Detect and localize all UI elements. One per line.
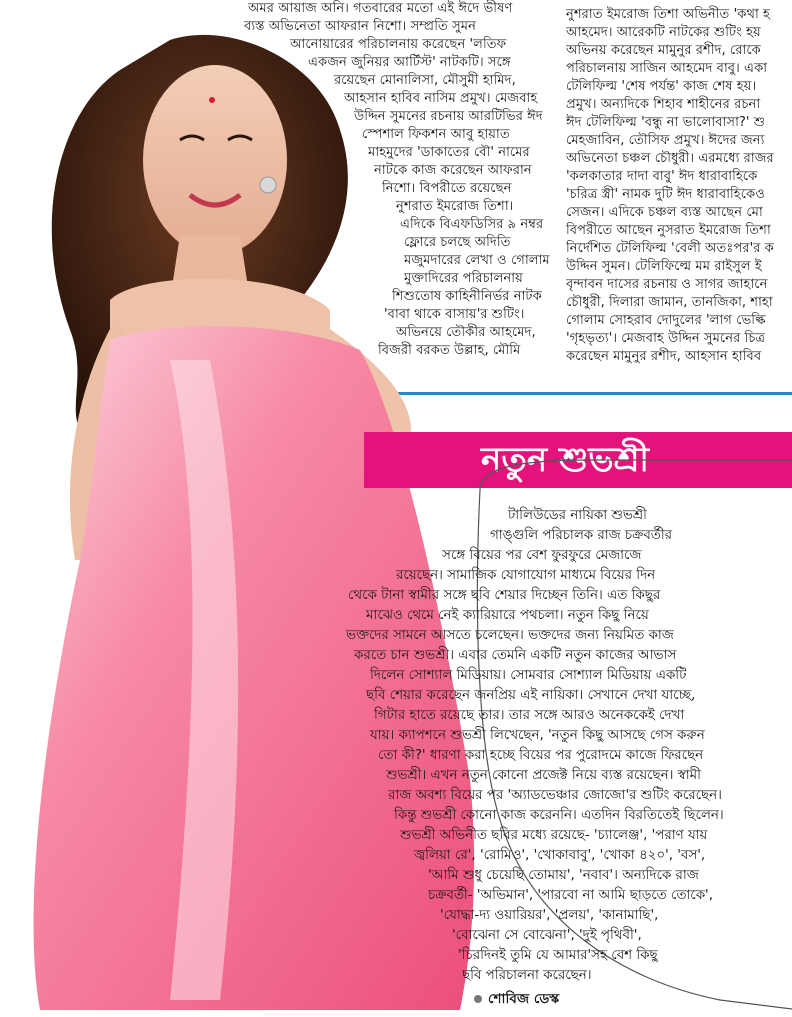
text-line: নুশরাত ইমরোজ তিশা।: [396, 199, 514, 214]
story-line: শুভশ্রী অভিনীত ছবির মধ্যে রয়েছে- 'চ্যালেঞ্জ', 'পরাণ যায়: [400, 828, 708, 843]
text-line: মেহজাবিন, তৌসিফ প্রমুখ। ঈদের জন্য: [566, 133, 765, 148]
text-line: বিজরী বরকত উল্লাহ, মৌমি: [378, 343, 521, 358]
text-line: সেজন। এদিকে চঞ্চল ব্যস্ত আছেন মো: [566, 205, 763, 220]
text-line: টেলিফিল্ম 'শেষ পর্যন্ত' কাজ শেষ হয়।: [566, 79, 757, 94]
story-line: মাঝেও থেমে নেই ক্যারিয়ারে পথচলা। নতুন কিছু নিয়ে: [366, 608, 649, 623]
text-line: রয়েছেন মোনালিসা, মৌসুমী হামিদ,: [334, 73, 516, 88]
text-line: 'গৃহভৃত্য'। মেজবাহ উদ্দিন সুমনের চিত্র: [566, 331, 766, 346]
text-line: অভিনেতা চঞ্চল চৌধুরী। এরমধ্যে রাজর: [566, 151, 774, 166]
text-line: অভিনয়ে তৌকীর আহমেদ,: [396, 325, 536, 340]
text-line: করেছেন মামুনুর রশীদ, আহসান হাবিব: [566, 349, 762, 364]
byline: [474, 988, 559, 1011]
text-line: আনোয়ারের পরিচালনায় করেছেন 'লতিফ: [290, 37, 507, 52]
text-line: ব্যস্ত অভিনেতা আফরান নিশো। সম্প্রতি সুমন: [244, 19, 476, 34]
text-line: একজন জুনিয়র আর্টিস্ট' নাটকটি। সঙ্গে: [308, 55, 511, 70]
text-line: বিপরীতে আছেন নুসরাত ইমরোজ তিশা: [566, 223, 771, 238]
text-line: গোলাম সোহরাব দোদুলের 'লাগ ভেল্কি: [566, 313, 766, 328]
story-line: গাঙ্গুলি পরিচালক রাজ চক্রবর্তীর: [490, 528, 673, 543]
bullet-icon: [474, 995, 482, 1003]
text-line: 'চরিত্র স্ত্রী' নামক দুটি ঈদ ধারাবাহিকেও: [566, 187, 765, 202]
text-line: উদ্দিন সুমনের রচনায় আরটিভির ঈদ: [354, 109, 543, 124]
text-line: নির্দেশিত টেলিফিল্ম 'বেলী অতঃপর'র ক: [566, 241, 774, 256]
headline-title: নতুন শুভশ্রী: [481, 440, 649, 480]
text-line: 'বাবা থাকে বাসায়'র শুটিং।: [384, 307, 525, 322]
story-line: সঙ্গে বিয়ের পর বেশ ফুরফুরে মেজাজে: [442, 548, 642, 563]
text-line: এদিকে বিএফডিসির ৯ নম্বর: [400, 217, 544, 232]
text-line: মুক্তাদিরের পরিচালনায়: [404, 271, 523, 286]
story-line: শুভশ্রী। এখন নতুন কোনো প্রজেক্ট নিয়ে ব্যস্ত রয়েছেন। স্বামী: [386, 768, 701, 783]
story-line: করতে চান শুভশ্রী। এবার তেমনি একটি নতুন কাজের আভাস: [354, 648, 677, 663]
story-line: জ্বলিয়া রে', 'রোমিও', 'খোকাবাবু', 'খোকা ৪২০', 'বস',: [414, 848, 706, 863]
story-line: 'চিরদিনই তুমি যে আমার'সহ বেশ কিছু: [458, 948, 658, 963]
text-line: অভিনয় করেছেন মামুনুর রশীদ, রোকে: [566, 43, 761, 58]
byline-text: শোবিজ ডেস্ক: [488, 991, 560, 1007]
text-line: মাহমুদের 'ডাকাতের বৌ' নামের: [368, 145, 530, 160]
text-line: অমর আয়াজ অনি। গতবারের মতো এই ঈদে ভীষণ: [248, 1, 513, 16]
text-line: নিশো। বিপরীতে রয়েছেন: [382, 181, 512, 196]
story-line: 'বোঝেনা সে বোঝেনা', 'দুই পৃথিবী',: [452, 928, 642, 943]
text-line: প্রমুখ। অন্যদিকে শিহাব শাহীনের রচনা: [566, 97, 761, 112]
text-line: উদ্দিন সুমন। টেলিফিল্মে মম রাইসুল ই: [566, 259, 762, 274]
story-line: যায়। ক্যাপশনে শুভশ্রী লিখেছেন, 'নতুন কিছু আসছে গেস করুন: [370, 728, 705, 743]
text-line: ফ্লোরে চলছে অদিতি: [404, 235, 511, 250]
text-line: স্পেশাল ফিকশন আবু হায়াত: [362, 127, 510, 142]
story-line: চক্রবর্তী- 'অভিমান', 'পারবো না আমি ছাড়তে তোকে',: [428, 888, 713, 903]
story-line: ছবি শেয়ার করেছেন জনপ্রিয় এই নায়িকা। সেখানে দেখা যাচ্ছে,: [366, 688, 696, 703]
text-line: আহসান হাবিব নাসিম প্রমুখ। মেজবাহ: [344, 91, 538, 106]
story-line: রাজ অবশ্য বিয়ের পর 'অ্যাডভেঞ্চার জোজো'র শুটিং করেছেন।: [388, 788, 722, 803]
story-line: 'আমি শুধু চেয়েছি তোমায়', 'নবাব'। অন্যদিকে রাজ: [428, 868, 699, 883]
text-line: শিশুতোষ কাহিনীনির্ভর নাটক: [392, 289, 542, 304]
story-line: 'যোদ্ধা-দ্য ওয়ারিয়র', 'প্রলয়', 'কানামাছি',: [440, 908, 659, 923]
story-line: দিলেন সোশ্যাল মিডিয়ায়। সোমবার সোশ্যাল মিডিয়ায় একটি: [370, 668, 687, 683]
text-line: নাটকে কাজ করেছেন আফরান: [374, 163, 532, 178]
story-line: ভক্তদের সামনে আসতে চলেছেন। ভক্তদের জন্য নিয়মিত কাজ: [346, 628, 674, 643]
story-line: রয়েছেন। সামাজিক যোগাযোগ মাধ্যমে বিয়ের দিন: [396, 568, 656, 583]
text-line: পরিচালনায় সাজিন আহমেদ বাবু। একা: [566, 61, 768, 76]
story-line: থেকে টানা স্বামীর সঙ্গে ছবি শেয়ার দিচ্ছেন তিনি। এত কিছুর: [348, 588, 661, 603]
text-line: আহমেদ। আরেকটি নাটকের শুটিং হয়: [566, 25, 761, 40]
story-line: ছবি পরিচালনা করেছেন।: [462, 968, 592, 983]
text-line: বৃন্দাবন দাসের রচনায় ও সাগর জাহানে: [566, 277, 768, 292]
text-line: ঈদ টেলিফিল্ম 'বন্ধু না ভালোবাসা?' শু: [566, 115, 766, 130]
story-line: টালিউডের নায়িকা শুভশ্রী: [508, 508, 647, 523]
text-line: নুশরাত ইমরোজ তিশা অভিনীত 'কথা হ: [566, 7, 770, 22]
text-line: মজুমদারের লেখা ও গোলাম: [404, 253, 550, 268]
story-line: তো কী?' ধারণা করা হচ্ছে বিয়ের পর পুরোদমে কাজে ফিরছেন: [378, 748, 704, 763]
text-line: চৌধুরী, দিলারা জামান, তানজিকা, শাহা: [566, 295, 773, 310]
story-line: গিটার হাতে রয়েছে তার। তার সঙ্গে আরও অনেককেই দেখা: [374, 708, 685, 723]
story-line: কিন্তু শুভশ্রী কোনো কাজ করেননি। এতদিন বিরতিতেই ছিলেন।: [394, 808, 724, 823]
text-line: 'কলকাতার দাদা বাবু' ঈদ ধারাবাহিকে: [566, 169, 758, 184]
